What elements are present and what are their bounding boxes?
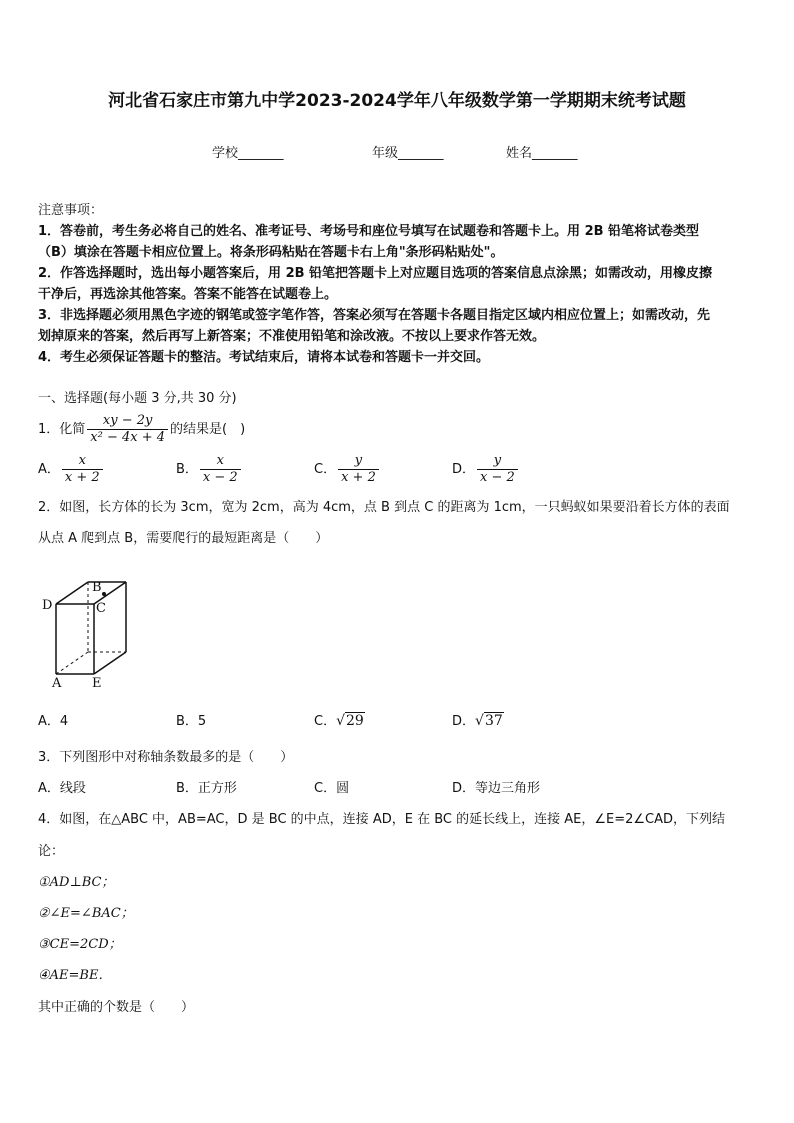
option-numerator: x <box>216 453 224 468</box>
option-value: 5 <box>197 714 207 729</box>
q1-option-c <box>314 453 381 486</box>
note-4: 4．考生必须保证答题卡的整洁。考试结束后，请将本试卷和答题卡一并交回。 <box>38 350 490 365</box>
option-numerator: y <box>354 453 363 468</box>
option-label: B． <box>176 461 198 477</box>
label-d: D <box>42 598 53 613</box>
q1-option-d <box>452 453 520 486</box>
note-1b: （B）填涂在答题卡相应位置上。将条形码粘贴在答题卡右上角"条形码粘贴处"。 <box>38 245 504 260</box>
option-numerator: x <box>78 453 86 468</box>
sqrt-expression: √37 <box>475 713 503 729</box>
q4-item-1: ①AD⊥BC； <box>38 875 115 890</box>
radicand: 37 <box>484 713 503 729</box>
option-label: B． <box>176 714 198 729</box>
question-1 <box>38 413 245 446</box>
option-numerator: y <box>493 453 502 468</box>
note-3a: 3．非选择题必须用黑色字迹的钢笔或签字笔作答，答案必须写在答题卡各题目指定区域内相应位置上；如需改动，先 <box>38 308 711 323</box>
notes-heading: 注意事项： <box>38 203 104 218</box>
grade-field: 年级_______ <box>372 146 444 161</box>
q4-item-2: ②∠E=∠BAC； <box>38 906 134 921</box>
option-text: 等边三角形 <box>475 781 541 796</box>
note-1a: 1．答卷前，考生务必将自己的姓名、准考证号、考场号和座位号填写在试题卷和答题卡上。用 2B 铅笔将试卷类型 <box>38 224 700 239</box>
q1-option-b <box>176 453 243 486</box>
note-3b: 划掉原来的答案，然后再写上新答案；不准使用铅笔和涂改液。不按以上要求作答无效。 <box>38 329 546 344</box>
note-2a: 2．作答选择题时，选出每小题答案后，用 2B 铅笔把答题卡上对应题目选项的答案信息点涂黑；如需改动，用橡皮擦 <box>38 266 713 281</box>
option-denominator: x + 2 <box>62 469 103 486</box>
q3-option-d <box>452 779 540 799</box>
option-text: 正方形 <box>197 781 237 796</box>
q2-option-c <box>314 711 365 732</box>
section-heading: 一、选择题(每小题 3 分,共 30 分) <box>38 391 237 406</box>
label-b: B <box>92 580 102 595</box>
q4-ask: 其中正确的个数是（ ） <box>38 1000 195 1015</box>
q2-option-d <box>452 711 504 732</box>
q1-numerator: xy − 2y <box>102 413 153 428</box>
q1-suffix: 的结果是( ) <box>170 421 246 437</box>
q3-option-b <box>176 779 237 799</box>
label-c: C <box>96 601 106 616</box>
q3-stem: 3．下列图形中对称轴条数最多的是（ ） <box>38 750 294 765</box>
q2-line-2: 从点 A 爬到点 B，需要爬行的最短距离是（ ） <box>38 531 329 546</box>
option-label: B． <box>176 781 198 796</box>
option-label: D． <box>452 714 476 729</box>
option-value: 4 <box>59 714 69 729</box>
option-label: A． <box>38 714 60 729</box>
school-field: 学校_______ <box>212 146 284 161</box>
page-title: 河北省石家庄市第九中学2023-2024学年八年级数学第一学期期末统考试题 <box>108 91 686 111</box>
option-label: C． <box>314 461 337 477</box>
option-label: C． <box>314 781 337 796</box>
label-a: A <box>52 676 62 690</box>
sqrt-expression: √29 <box>336 713 364 729</box>
option-denominator: x − 2 <box>200 469 241 486</box>
q2-option-a <box>38 712 68 732</box>
q1-prefix: 1．化简 <box>38 421 86 437</box>
q2-line-1: 2．如图，长方体的长为 3cm，宽为 2cm，高为 4cm，点 B 到点 C 的距离为 1cm，一只蚂蚁如果要沿着长方体的表面 <box>38 500 730 515</box>
option-label: D． <box>452 781 476 796</box>
option-text: 圆 <box>336 781 350 796</box>
option-label: A． <box>38 461 60 477</box>
note-2b: 干净后，再选涂其他答案。答案不能答在试题卷上。 <box>38 287 338 302</box>
option-label: D． <box>452 461 476 477</box>
q2-option-b <box>176 712 206 732</box>
q3-option-c <box>314 779 349 799</box>
option-label: A． <box>38 781 60 796</box>
option-denominator: x + 2 <box>338 469 379 486</box>
cuboid-figure <box>36 574 136 690</box>
q4-line-1: 4．如图，在△ABC 中，AB=AC，D 是 BC 的中点，连接 AD，E 在 BC 的延长线上，连接 AE，∠E=2∠CAD，下列结 <box>38 812 726 827</box>
q4-item-4: ④AE=BE． <box>38 968 112 983</box>
name-field: 姓名_______ <box>506 146 578 161</box>
radicand: 29 <box>346 713 364 729</box>
option-label: C． <box>314 714 337 729</box>
q1-option-a <box>38 453 105 486</box>
q1-denominator: x² − 4x + 4 <box>87 429 168 446</box>
q1-fraction <box>87 413 168 446</box>
q4-line-2: 论： <box>38 844 65 859</box>
q4-item-3: ③CE=2CD； <box>38 937 122 952</box>
label-e: E <box>92 676 102 690</box>
option-text: 线段 <box>59 781 86 796</box>
q3-option-a <box>38 779 86 799</box>
option-denominator: x − 2 <box>477 469 518 486</box>
